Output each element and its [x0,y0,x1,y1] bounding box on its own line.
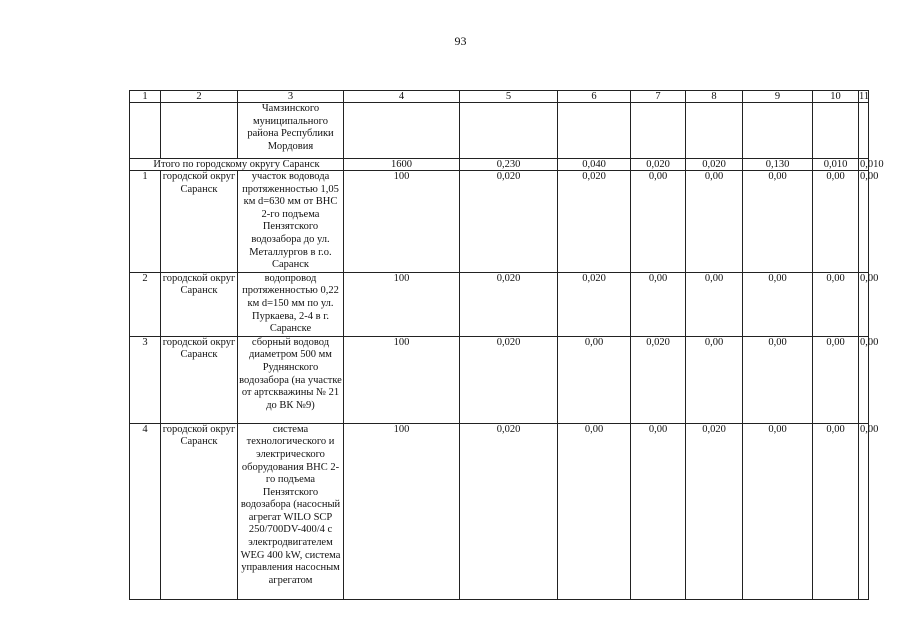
col-number: 7 [631,91,686,103]
value-cell: 0,00 [859,272,869,336]
value-cell: 0,020 [460,171,558,273]
column-number-row [130,91,869,103]
object-name-cell: участок водовода протяженностью 1,05 км d=630 мм от ВНС 2-го подъема Пензятского водозабора до ул. Металлургов в г.о. Саранск [238,171,344,273]
continuation-row [130,103,869,159]
value-cell: 0,00 [743,171,813,273]
col-number: 6 [558,91,631,103]
col-number: 4 [344,91,460,103]
total-value: 0,020 [686,159,743,171]
value-cell: 0,00 [813,423,859,599]
row-number: 1 [130,171,161,273]
data-table [129,90,884,600]
value-cell: 0,020 [460,336,558,423]
object-name-cell: Чамзинского муниципального района Республики Мордовия [238,103,344,159]
value-cell: 0,00 [743,423,813,599]
table-row [130,423,869,599]
col-number: 9 [743,91,813,103]
object-name-cell: система технологического и электрического оборудования ВНС 2-го подъема Пензятского водозабора (насосный агрегат WILO SCP 250/700DV-400/4 с электродвигателем WEG 400 kW, система управления насосным агрегатом [238,423,344,599]
value-cell: 0,00 [558,423,631,599]
value-cell: 0,00 [813,272,859,336]
total-value: 0,130 [743,159,813,171]
value-cell: 0,00 [859,336,869,423]
value-cell: 0,00 [686,171,743,273]
value-cell: 0,00 [558,336,631,423]
col-number: 11 [859,91,870,102]
total-value: 0,020 [631,159,686,171]
table-row [130,171,869,273]
col-number: 3 [238,91,344,103]
col-number: 2 [161,91,238,103]
value-cell: 100 [344,336,460,423]
value-cell: 0,020 [558,171,631,273]
value-cell: 0,00 [859,171,869,273]
value-cell: 0,00 [813,336,859,423]
total-value: 1600 [344,159,460,171]
page-number: 93 [454,34,467,48]
value-cell: 100 [344,272,460,336]
value-cell: 0,020 [631,336,686,423]
table-row [130,336,869,423]
value-cell: 0,00 [686,336,743,423]
value-cell: 0,00 [631,272,686,336]
total-row [130,159,869,171]
municipality-cell: городской округ Саранск [161,272,238,336]
municipality-cell: городской округ Саранск [161,423,238,599]
col-number: 5 [460,91,558,103]
value-cell: 0,00 [686,272,743,336]
value-cell: 0,00 [813,171,859,273]
row-number: 2 [130,272,161,336]
row-number: 3 [130,336,161,423]
value-cell: 0,00 [743,272,813,336]
col-number: 1 [130,91,161,103]
value-cell: 0,00 [743,336,813,423]
object-name-cell: сборный водовод диаметром 500 мм Руднянского водозабора (на участке от артскважины № 21 до ВК №9) [238,336,344,423]
total-value: 0,010 [860,159,884,170]
value-cell: 0,00 [859,423,869,599]
col-number: 10 [813,91,859,103]
table-row [130,272,869,336]
total-value: 0,230 [460,159,558,171]
total-value: 0,010 [813,159,859,171]
value-cell: 0,00 [631,423,686,599]
municipality-cell: городской округ Саранск [161,171,238,273]
municipality-cell: городской округ Саранск [161,336,238,423]
value-cell: 0,020 [686,423,743,599]
total-label: Итого по городскому округу Саранск [130,159,344,171]
value-cell: 100 [344,423,460,599]
value-cell: 0,020 [460,272,558,336]
object-name-cell: водопровод протяженностью 0,22 км d=150 мм по ул. Пуркаева, 2-4 в г. Саранске [238,272,344,336]
value-cell: 100 [344,171,460,273]
value-cell: 0,020 [558,272,631,336]
total-value: 0,040 [558,159,631,171]
value-cell: 0,020 [460,423,558,599]
col-number: 8 [686,91,743,103]
row-number: 4 [130,423,161,599]
value-cell: 0,00 [631,171,686,273]
